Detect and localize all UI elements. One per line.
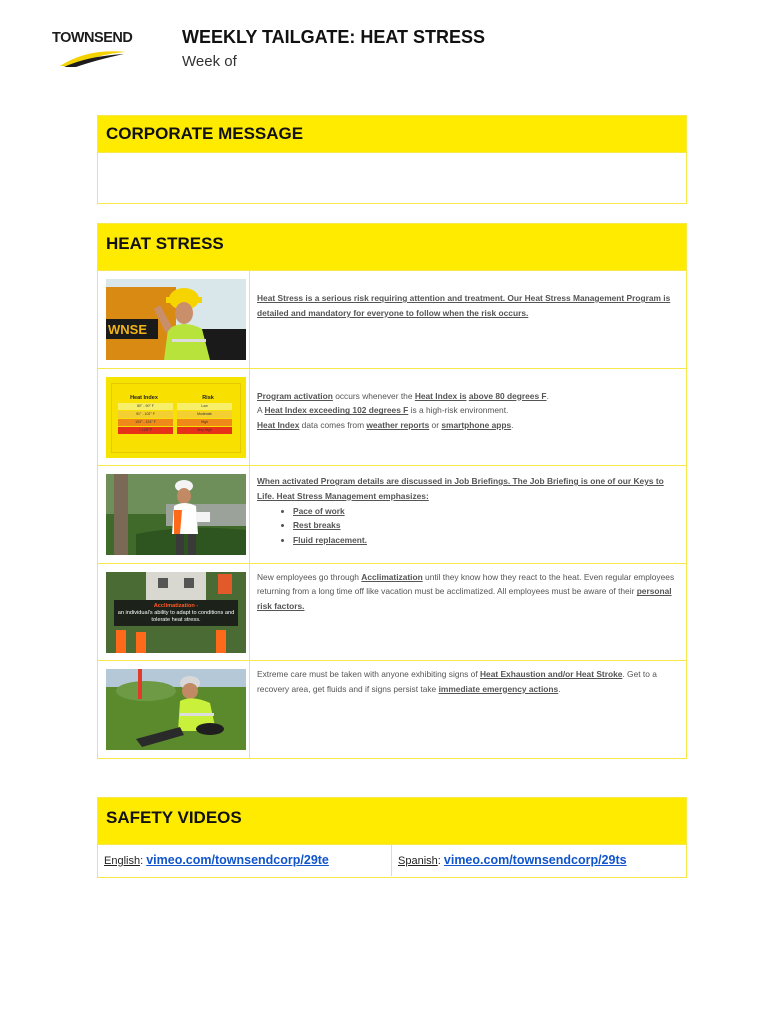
text-span: . (558, 683, 561, 694)
text-span: . (511, 420, 514, 431)
row-2-text (250, 369, 686, 466)
heat-index-table-image (106, 377, 246, 458)
corporate-message-section (97, 115, 687, 204)
spanish-video-cell (392, 845, 686, 876)
corporate-message-heading: CORPORATE MESSAGE (98, 116, 686, 152)
pace-of-work-link[interactable]: Pace of work (293, 505, 345, 516)
acclimatization-link[interactable]: Acclimatization (361, 571, 423, 582)
text-span: . (546, 390, 549, 401)
list-item (293, 504, 680, 519)
above-80-link[interactable]: above 80 degrees F (468, 390, 547, 401)
text-span: Extreme care must be taken with anyone exhibiting signs of (257, 669, 480, 679)
weather-reports-link[interactable]: weather reports (366, 420, 430, 431)
list-item (293, 533, 680, 548)
heat-stress-program-link[interactable]: Heat Stress is a serious risk requiring attention and treatment. Our Heat Stress Management Program is detailed and mandatory for everyone to follow when the risk occurs. (257, 293, 671, 318)
text-span: data comes from (299, 420, 367, 431)
separator: : (140, 855, 147, 867)
image-cell (98, 271, 250, 368)
risk-cell: Low (177, 403, 232, 410)
row-3-text (250, 466, 686, 563)
svg-text:WNSE: WNSE (108, 322, 147, 337)
row-5-text (250, 661, 686, 758)
logo-wordmark: TOWNSEND (52, 30, 133, 46)
image-cell (98, 466, 250, 563)
heat-stress-heading: HEAT STRESS (98, 224, 686, 270)
recovery-photo-image (106, 669, 246, 750)
english-label: English (104, 855, 141, 867)
safety-videos-section (97, 797, 687, 878)
acclimatization-photo-image (106, 572, 246, 653)
image-cell (98, 564, 250, 661)
job-briefings-link[interactable]: When activated Program details are discussed in Job Briefings. The Job Briefing is one of our Keys to Life. Heat Stress Management emphasizes: (257, 476, 664, 501)
corporate-message-body (98, 152, 686, 204)
spanish-video-link[interactable]: vimeo.com/townsendcorp/29ts (443, 853, 627, 867)
emphasis-list (257, 504, 680, 548)
heat-index-data-link[interactable]: Heat Index (257, 420, 300, 431)
overlay-title: Acclimatization - (153, 602, 199, 609)
image-cell (98, 369, 250, 466)
overlay-body: an individual's ability to adapt to conditions and tolerate heat stress. (117, 609, 235, 623)
text-span: . Get to a recovery area, get fluids and if signs persist take (257, 669, 657, 694)
risk-cell: Moderate (177, 411, 232, 418)
smartphone-apps-link[interactable]: smartphone apps (441, 420, 512, 431)
acclimatization-overlay (114, 600, 238, 626)
heat-stress-row-1 (98, 270, 686, 368)
heat-stress-row-5 (98, 660, 686, 758)
worker-photo-image (106, 279, 246, 360)
heat-exhaustion-link[interactable]: Heat Exhaustion and/or Heat Stroke (479, 669, 623, 679)
image-cell (98, 661, 250, 758)
heat-index-cell: 80° - 90° F (118, 403, 173, 410)
row-1-text (250, 271, 686, 368)
text-span: is a high-risk environment. (408, 405, 509, 416)
document-header (0, 0, 770, 90)
video-links-row (98, 844, 686, 876)
heat-stress-row-2 (98, 368, 686, 466)
text-span: A (257, 405, 265, 416)
townsend-logo (52, 30, 132, 72)
english-video-cell (98, 845, 392, 876)
list-item (293, 518, 680, 533)
personal-risk-factors-link[interactable]: personal risk factors. (257, 586, 672, 612)
rest-breaks-link[interactable]: Rest breaks (293, 520, 341, 531)
heat-stress-row-3 (98, 465, 686, 563)
heat-index-102-link[interactable]: Heat Index exceeding 102 degrees F (264, 405, 409, 416)
risk-cell: Very High (177, 427, 232, 434)
heat-index-cell: 103° - 124° F (118, 419, 173, 426)
heat-index-column-header: Heat Index (130, 394, 158, 401)
logo-swoosh-icon (58, 46, 128, 68)
heat-index-cell: 91° - 102° F (118, 411, 173, 418)
heat-index-cell: > 125° F (118, 427, 173, 434)
english-video-link[interactable]: vimeo.com/townsendcorp/29te (146, 853, 329, 867)
safety-videos-heading: SAFETY VIDEOS (98, 798, 686, 844)
separator: : (437, 855, 444, 867)
text-span: New employees go through (257, 571, 362, 582)
risk-column-header: Risk (202, 394, 214, 401)
fluid-replacement-link[interactable]: Fluid replacement. (293, 535, 367, 546)
risk-cell: High (177, 419, 232, 426)
text-span: occurs whenever the (332, 390, 415, 401)
text-span: until they know how they react to the heat. Even regular employees returning from a long time off like vacation must be acclimatized. All employees must be aware of their (257, 571, 675, 597)
heat-stress-section (97, 223, 687, 759)
program-activation-link[interactable]: Program activation (257, 390, 333, 401)
emergency-actions-link[interactable]: immediate emergency actions (438, 683, 559, 694)
heat-index-link[interactable]: Heat Index is (414, 390, 467, 401)
row-4-text (250, 564, 686, 661)
heat-stress-row-4 (98, 563, 686, 661)
job-briefing-photo-image (106, 474, 246, 555)
week-of-label: Week of (182, 53, 237, 70)
spanish-label: Spanish (398, 855, 438, 867)
page-title: WEEKLY TAILGATE: HEAT STRESS (182, 27, 486, 47)
text-span: or (429, 420, 442, 431)
